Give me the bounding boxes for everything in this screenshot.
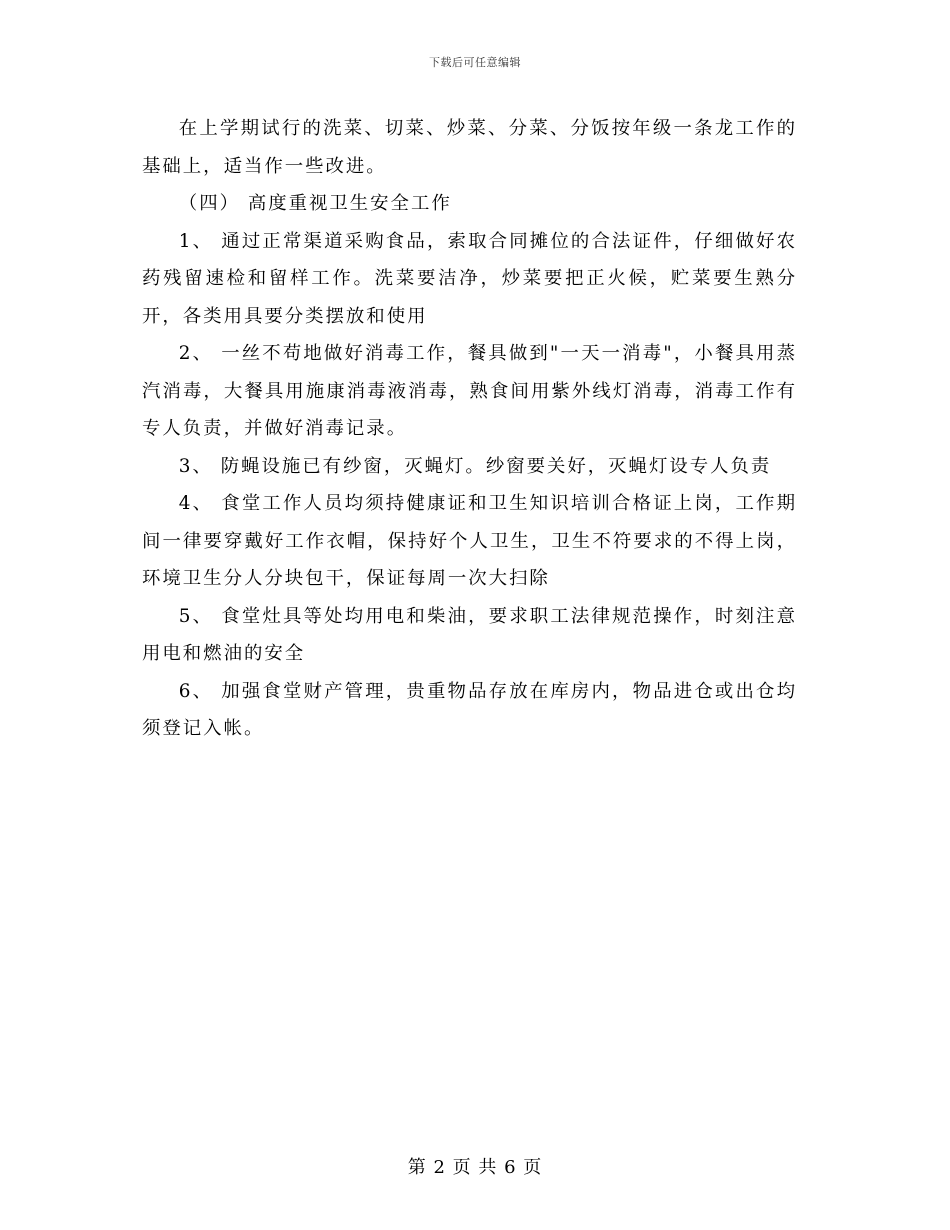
paragraph-item-4: 4、 食堂工作人员均须持健康证和卫生知识培训合格证上岗，工作期间一律要穿戴好工作衣帽，保持好个人卫生，卫生不符要求的不得上岗，环境卫生分人分块包干，保证每周一次大扫除 (142, 493, 797, 589)
paragraph-item-1: 1、 通过正常渠道采购食品，索取合同摊位的合法证件，仔细做好农药残留速检和留样工作。洗菜要洁净，炒菜要把正火候，贮菜要生熟分开，各类用具要分类摆放和使用 (142, 230, 797, 327)
paragraph-item-3: 3、 防蝇设施已有纱窗，灭蝇灯。纱窗要关好，灭蝇灯设专人负责 (178, 455, 772, 477)
page-header-note: 下载后可任意编辑 (429, 56, 521, 69)
paragraph-intro: 在上学期试行的洗菜、切菜、炒菜、分菜、分饭按年级一条龙工作的基础上，适当作一些改进。 (142, 118, 797, 177)
page-number: 第 2 页 共 6 页 (407, 1157, 543, 1178)
section-heading-hygiene-safety: （四） 高度重视卫生安全工作 (178, 193, 452, 214)
document-body (142, 110, 797, 748)
paragraph-item-6: 6、 加强食堂财产管理，贵重物品存放在库房内，物品进仓或出仓均须登记入帐。 (142, 680, 797, 739)
paragraph-item-5: 5、 食堂灶具等处均用电和柴油，要求职工法律规范操作，时刻注意用电和燃油的安全 (142, 605, 797, 664)
paragraph-item-2: 2、 一丝不苟地做好消毒工作，餐具做到"一天一消毒"，小餐具用蒸汽消毒，大餐具用施康消毒液消毒，熟食间用紫外线灯消毒，消毒工作有专人负责，并做好消毒记录。 (142, 343, 797, 439)
